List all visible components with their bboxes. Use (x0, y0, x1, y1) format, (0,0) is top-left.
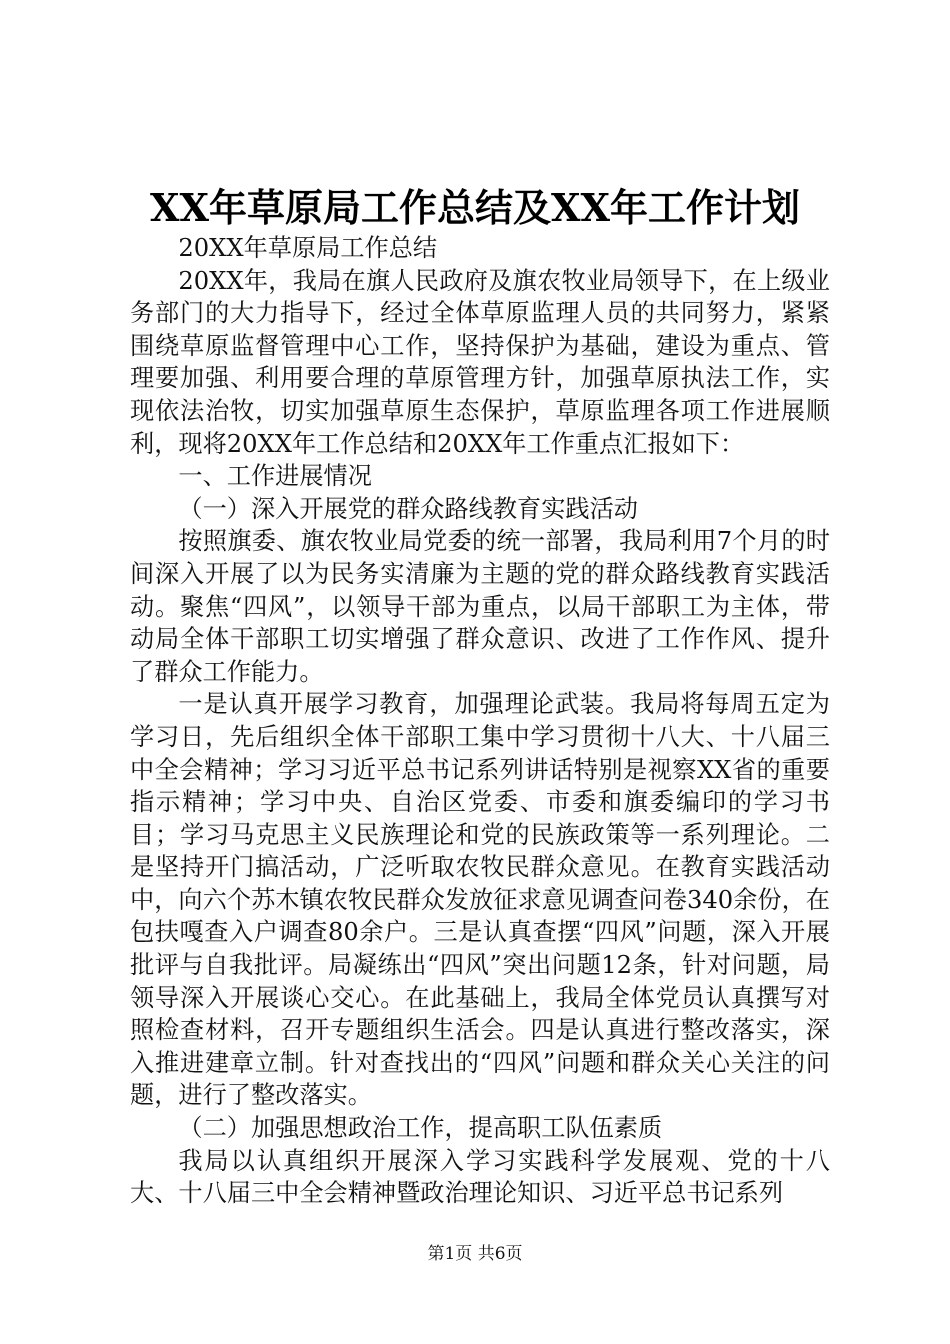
subsection-heading-2: （二）加强思想政治工作，提高职工队伍素质 (178, 1114, 663, 1143)
paragraph-political-work: 我局以认真组织开展深入学习实践科学发展观、党的十八大、十八届三中全会精神暨政治理论知识、习近平总书记系列 (130, 1146, 830, 1208)
page-footer: 第1页 共6页 (427, 1244, 523, 1264)
document-body (130, 232, 830, 1210)
paragraph-measures: 一是认真开展学习教育，加强理论武装。我局将每周五定为学习日，先后组织全体干部职工集中学习贯彻十八大、十八届三中全会精神；学习习近平总书记系列讲话特别是视察XX省的重要指示精神；学习中央、自治区党委、市委和旗委编印的学习书目；学习马克思主义民族理论和党的民族政策等一系列理论。二是坚持开门搞活动，广泛听取农牧民群众意见。在教育实践活动中，向六个苏木镇农牧民群众发放征求意见调查问卷340余份，在包扶嘎查入户调查80余户。三是认真查摆“四风”问题，深入开展批评与自我批评。局凝练出“四风”突出问题12条，针对问题，局领导深入开展谈心交心。在此基础上，我局全体党员认真撰写对照检查材料，召开专题组织生活会。四是认真进行整改落实，深入推进建章立制。针对查找出的“四风”问题和群众关心关注的问题，进行了整改落实。 (130, 690, 830, 1110)
section-heading-summary: 20XX年草原局工作总结 (178, 234, 438, 262)
section-heading-progress: 一、工作进展情况 (178, 462, 372, 491)
document-title: XX年草原局工作总结及XX年工作计划 (150, 185, 800, 230)
subsection-heading-1: （一）深入开展党的群众路线教育实践活动 (178, 494, 638, 523)
paragraph-activity: 按照旗委、旗农牧业局党委的统一部署，我局利用7个月的时间深入开展了以为民务实清廉为主题的党的群众路线教育实践活动。聚焦“四风”，以领导干部为重点，以局干部职工为主体，带动局全体干部职工切实增强了群众意识、改进了工作作风、提升了群众工作能力。 (130, 527, 830, 686)
paragraph-intro: 20XX年，我局在旗人民政府及旗农牧业局领导下，在上级业务部门的大力指导下，经过全体草原监理人员的共同努力，紧紧围绕草原监督管理中心工作，坚持保护为基础，建设为重点、管理要加强、利用要合理的草原管理方针，加强草原执法工作，实现依法治牧，切实加强草原生态保护，草原监理各项工作进展顺利，现将20XX年工作总结和20XX年工作重点汇报如下： (130, 266, 830, 458)
